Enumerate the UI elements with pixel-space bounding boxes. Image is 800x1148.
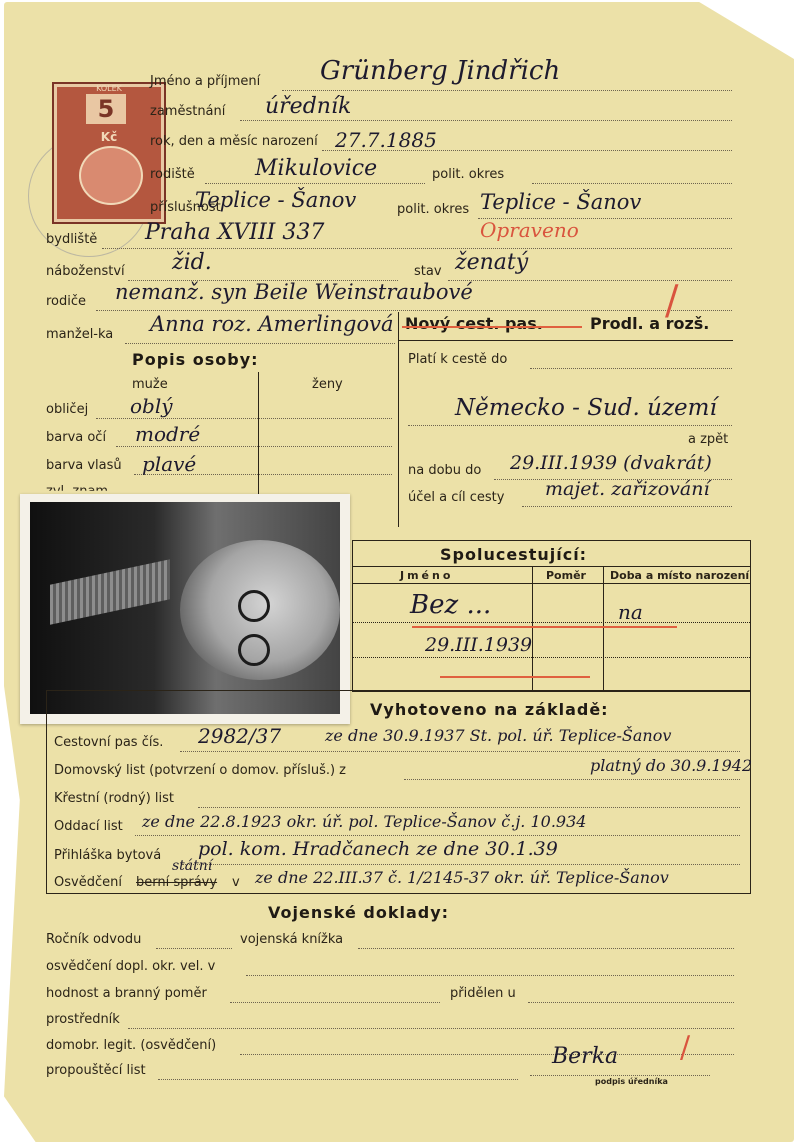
baptism-label: Křestní (rodný) list	[54, 791, 175, 806]
home-label: Domovský list (potvrzení o domov. přísluš.) z	[54, 763, 347, 778]
residence-label: bydliště	[46, 232, 98, 247]
domicile-okres-value: Teplice - Šanov	[480, 190, 642, 214]
return-label: a zpět	[688, 432, 729, 447]
spouse-label: manžel-ka	[46, 327, 114, 342]
military-legit-label: domobr. legit. (osvědčení)	[46, 1038, 217, 1053]
stamp-text: KOLEK	[96, 84, 122, 93]
name-label: Jméno a příjmení	[150, 74, 261, 89]
basis-passport-note: ze dne 30.9.1937 St. pol. úř. Teplice-Šanov	[325, 726, 672, 745]
birthplace-value: Mikulovice	[255, 156, 378, 181]
purpose-label: účel a cíl cesty	[408, 490, 505, 505]
face-label: obličej	[46, 402, 89, 417]
valid-label: Platí k cestě do	[408, 352, 508, 367]
name-value: Grünberg Jindřich	[320, 56, 561, 86]
status-value: ženatý	[455, 250, 529, 275]
domicile-label: příslušnost	[150, 200, 221, 215]
basis-passport-value: 2982/37	[198, 724, 282, 748]
occupation-value: úředník	[265, 94, 352, 119]
destination-value: Německo - Sud. území	[455, 395, 717, 421]
certificate-suffix: v	[232, 875, 240, 890]
parents-value: nemanž. syn Beile Weinstraubové	[115, 280, 473, 304]
companion-date: 29.III.1939	[425, 634, 533, 656]
birthplace-label: rodiště	[150, 167, 195, 182]
residence-red-note: Opraveno	[480, 218, 579, 242]
period-label: na dobu do	[408, 463, 482, 478]
residence-value: Praha XVIII 337	[145, 220, 325, 245]
col-birth: Doba a místo narození	[610, 569, 750, 582]
birth-label: rok, den a měsíc narození	[150, 134, 318, 149]
col-name: Jméno	[400, 569, 454, 582]
domicile-okres-label: polit. okres	[397, 202, 470, 217]
men-label: muže	[132, 377, 168, 392]
face-value: oblý	[130, 394, 173, 418]
certificate-struck: berní správy	[136, 875, 218, 890]
registration-label: Přihláška bytová	[54, 848, 162, 863]
marriage-label: Oddací list	[54, 819, 123, 834]
companions-title: Spolucestující:	[440, 545, 588, 564]
companion-relation: na	[618, 600, 643, 624]
birthplace-okres-label: polit. okres	[432, 167, 505, 182]
military-assigned-label: přidělen u	[450, 986, 516, 1001]
status-label: stav	[414, 264, 442, 279]
revenue-stamp	[52, 82, 166, 224]
women-label: ženy	[312, 377, 343, 392]
new-passport-label: Nový cest. pas.	[405, 314, 543, 333]
red-check-mark: /	[680, 1030, 691, 1065]
purpose-value: majet. zařizování	[545, 478, 710, 500]
marriage-value: ze dne 22.8.1923 okr. úř. pol. Teplice-Šanov č.j. 10.934	[142, 812, 587, 831]
signature-value: Berka	[552, 1044, 619, 1069]
home-value: platný do 30.9.1942	[590, 756, 753, 775]
domicile-value: Teplice - Šanov	[195, 188, 357, 212]
military-book-label: vojenská knížka	[240, 932, 344, 947]
spouse-value: Anna roz. Amerlingová	[150, 312, 394, 336]
occupation-label: zaměstnání	[150, 104, 226, 119]
description-title: Popis osoby:	[132, 350, 259, 369]
birth-value: 27.7.1885	[335, 128, 437, 152]
signature-label: podpis úředníka	[595, 1077, 668, 1086]
eyes-value: modré	[135, 422, 201, 446]
stamp-currency: Kč	[100, 130, 118, 144]
parents-label: rodiče	[46, 294, 87, 309]
red-check-mark-top: /	[665, 278, 679, 324]
stamp-value: 5	[86, 94, 126, 124]
companion-name: Bez ...	[410, 590, 492, 620]
military-rank-label: hodnost a branný poměr	[46, 986, 207, 1001]
military-year-label: Ročník odvodu	[46, 932, 142, 947]
military-title: Vojenské doklady:	[268, 903, 450, 922]
lion-emblem-icon	[79, 146, 143, 205]
certificate-value: ze dne 22.III.37 č. 1/2145-37 okr. úř. Teplice-Šanov	[255, 868, 669, 887]
religion-label: náboženství	[46, 264, 125, 279]
registration-value: pol. kom. Hradčanech ze dne 30.1.39	[198, 838, 558, 860]
eyes-label: barva očí	[46, 430, 107, 445]
period-value: 29.III.1939 (dvakrát)	[510, 452, 712, 474]
col-relation: Poměr	[546, 569, 586, 582]
certificate-insert: státní	[172, 858, 213, 874]
hair-label: barva vlasů	[46, 458, 122, 473]
extend-passport-label: Prodl. a rozš.	[590, 314, 710, 333]
hair-value: plavé	[142, 452, 197, 476]
certificate-label: Osvědčení	[54, 875, 122, 890]
basis-passport-label: Cestovní pas čís.	[54, 735, 164, 750]
military-middleman-label: prostředník	[46, 1012, 120, 1027]
military-release-label: propouštěcí list	[46, 1063, 146, 1078]
basis-title: Vyhotoveno na základě:	[370, 700, 609, 719]
military-cert-label: osvědčení dopl. okr. vel. v	[46, 959, 216, 974]
religion-value: žid.	[172, 250, 212, 275]
